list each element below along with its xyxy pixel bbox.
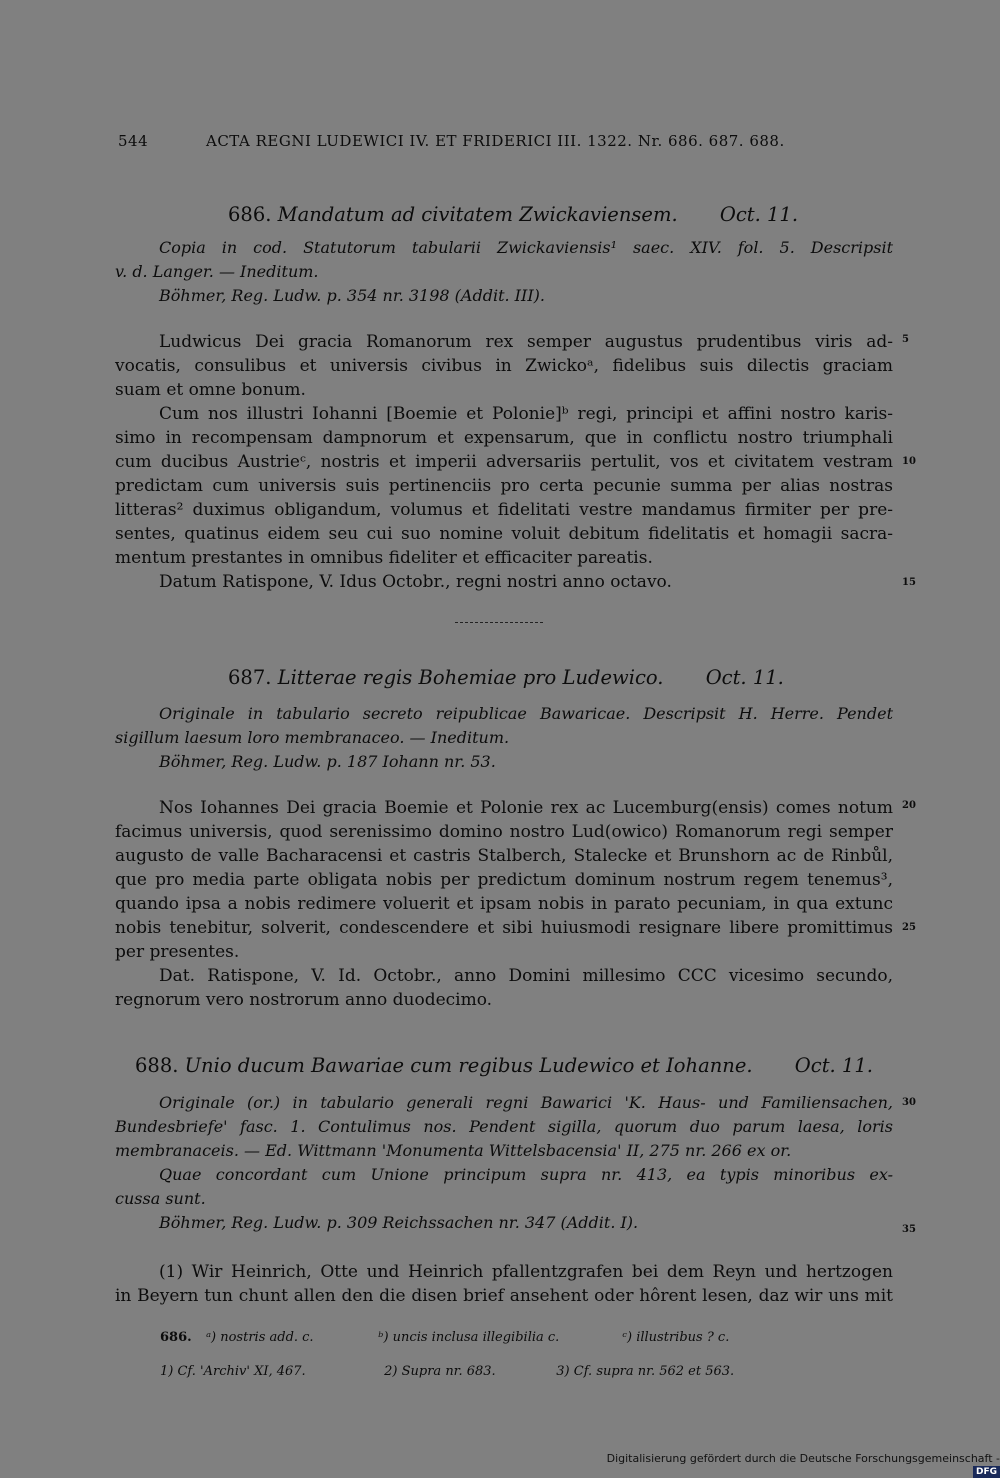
text-line: facimus universis, quod serenissimo domino nostro Lud(owico) Romanorum regi semper: [115, 822, 893, 842]
text-line: mentum prestantes in omnibus fideliter et efficaciter pareatis.: [115, 548, 653, 568]
doc-688-regest: Böhmer, Reg. Ludw. p. 309 Reichssachen nr. 347 (Addit. I).: [159, 1213, 639, 1232]
text-line: Ludwicus Dei gracia Romanorum rex semper augustus prudentibus viris ad-: [159, 332, 893, 352]
text-line: (1) Wir Heinrich, Otte und Heinrich pfallentzgrafen bei dem Reyn und hertzogen: [159, 1262, 893, 1282]
doc-688-source-line: membranaceis. — Ed. Wittmann 'Monumenta Wittelsbacensia' II, 275 nr. 266 ex or.: [115, 1141, 792, 1160]
doc-686-source: [115, 236, 893, 308]
doc-687-text: [115, 796, 893, 1012]
dfg-logo: DFG: [973, 1466, 1000, 1478]
footnote-1: 1) Cf. 'Archiv' XI, 467.: [160, 1364, 306, 1379]
line-number: 15: [902, 577, 916, 588]
doc-686-regest: Böhmer, Reg. Ludw. p. 354 nr. 3198 (Addit. III).: [159, 286, 545, 305]
text-line: Dat. Ratispone, V. Id. Octobr., anno Domini millesimo CCC vicesimo secundo,: [159, 966, 893, 986]
doc-688-text: [115, 1260, 893, 1308]
text-line: nobis tenebitur, solverit, condescendere et sibi huiusmodi resignare libere promittimus: [115, 918, 893, 938]
running-header: [118, 132, 798, 150]
doc-688-note-line: Quae concordant cum Unione principum supra nr. 413, ea typis minoribus ex-: [159, 1165, 893, 1184]
doc-688-source: [115, 1091, 893, 1235]
section-separator: [455, 622, 543, 625]
line-number: 30: [902, 1097, 916, 1108]
footnote-3: 3) Cf. supra nr. 562 et 563.: [556, 1364, 735, 1379]
doc-686-date: Oct. 11.: [719, 203, 799, 226]
footer-text: Digitalisierung gefördert durch die Deutsche Forschungsgemeinschaft -: [606, 1452, 1000, 1465]
footnotes-letters: [160, 1330, 820, 1345]
doc-686-number: 686.: [228, 203, 272, 226]
footnote-b: ᵇ) uncis inclusa illegibilia c.: [378, 1330, 560, 1345]
doc-687-heading: [228, 666, 784, 689]
page-number: 544: [118, 132, 149, 150]
text-line: quando ipsa a nobis redimere voluerit et ipsam nobis in parato pecuniam, in qua extunc: [115, 894, 893, 914]
text-line: suam et omne bonum.: [115, 380, 306, 400]
running-title: ACTA REGNI LUDEWICI IV. ET FRIDERICI III. 1322. Nr. 686. 687. 688.: [206, 132, 785, 150]
text-line: que pro media parte obligata nobis per predictum dominum nostrum regem tenemus³,: [115, 870, 893, 890]
footnote-2: 2) Supra nr. 683.: [384, 1364, 496, 1379]
footnote-label: 686.: [160, 1330, 192, 1345]
doc-687-source: [115, 702, 893, 774]
doc-688-number: 688.: [135, 1054, 179, 1077]
doc-686-source-line: v. d. Langer. — Ineditum.: [115, 262, 319, 281]
line-number: 35: [902, 1224, 916, 1235]
text-line: Cum nos illustri Iohanni [Boemie et Polonie]ᵇ regi, principi et affini nostro karis-: [159, 404, 893, 424]
doc-686-source-line: Copia in cod. Statutorum tabularii Zwickaviensis¹ saec. XIV. fol. 5. Descripsit: [159, 238, 893, 257]
doc-688-source-line: Bundesbriefe' fasc. 1. Contulimus nos. Pendent sigilla, quorum duo parum laesa, loris: [115, 1117, 893, 1136]
doc-688-date: Oct. 11.: [794, 1054, 873, 1077]
doc-687-number: 687.: [228, 666, 272, 689]
footnote-c: ᶜ) illustribus ? c.: [622, 1330, 730, 1345]
doc-687-title: Litterae regis Bohemiae pro Ludewico.: [277, 666, 664, 689]
doc-686-heading: [228, 203, 798, 226]
doc-687-date: Oct. 11.: [705, 666, 784, 689]
text-line: simo in recompensam dampnorum et expensarum, que in conflictu nostro triumphali: [115, 428, 893, 448]
line-number: 20: [902, 800, 916, 811]
text-line: per presentes.: [115, 942, 240, 962]
text-line: Nos Iohannes Dei gracia Boemie et Polonie rex ac Lucemburg(ensis) comes notum: [159, 798, 893, 818]
doc-688-title: Unio ducum Bawariae cum regibus Ludewico et Iohanne.: [184, 1054, 753, 1077]
doc-688-heading: [135, 1054, 873, 1077]
text-line: in Beyern tun chunt allen den die disen brief ansehent oder hôrent lesen, daz wir uns mit: [115, 1286, 893, 1306]
text-line: litteras² duximus obligandum, volumus et fidelitati vestre mandamus firmiter per pre-: [115, 500, 893, 520]
doc-687-regest: Böhmer, Reg. Ludw. p. 187 Iohann nr. 53.: [159, 752, 496, 771]
doc-688-note-line: cussa sunt.: [115, 1189, 206, 1208]
text-line: sentes, quatinus eidem seu cui suo nomine voluit debitum fidelitatis et homagii sacra-: [115, 524, 893, 544]
text-line: regnorum vero nostrorum anno duodecimo.: [115, 990, 493, 1010]
footnotes-numbers: [160, 1364, 820, 1379]
digitization-footer: [600, 1452, 1000, 1477]
line-number: 10: [902, 456, 916, 467]
doc-688-source-line: Originale (or.) in tabulario generali regni Bawarici 'K. Haus- und Familiensachen,: [159, 1093, 893, 1112]
line-number: 25: [902, 922, 916, 933]
footnote-a: ᵃ) nostris add. c.: [206, 1330, 314, 1345]
text-line: Datum Ratispone, V. Idus Octobr., regni nostri anno octavo.: [159, 572, 672, 592]
text-line: cum ducibus Austrieᶜ, nostris et imperii adversariis pertulit, vos et civitatem vestram: [115, 452, 893, 472]
doc-687-source-line: sigillum laesum loro membranaceo. — Ineditum.: [115, 728, 510, 747]
doc-686-text: [115, 330, 893, 594]
line-number: 5: [902, 334, 909, 345]
text-line: augusto de valle Bacharacensi et castris Stalberch, Stalecke et Brunshorn ac de Rinbůl,: [115, 846, 893, 866]
text-line: predictam cum universis suis pertinenciis pro certa pecunie summa per alias nostras: [115, 476, 893, 496]
doc-686-title: Mandatum ad civitatem Zwickaviensem.: [277, 203, 678, 226]
doc-687-source-line: Originale in tabulario secreto reipublicae Bawaricae. Descripsit H. Herre. Pendet: [159, 704, 893, 723]
text-line: vocatis, consulibus et universis civibus in Zwickoᵃ, fidelibus suis dilectis graciam: [115, 356, 893, 376]
